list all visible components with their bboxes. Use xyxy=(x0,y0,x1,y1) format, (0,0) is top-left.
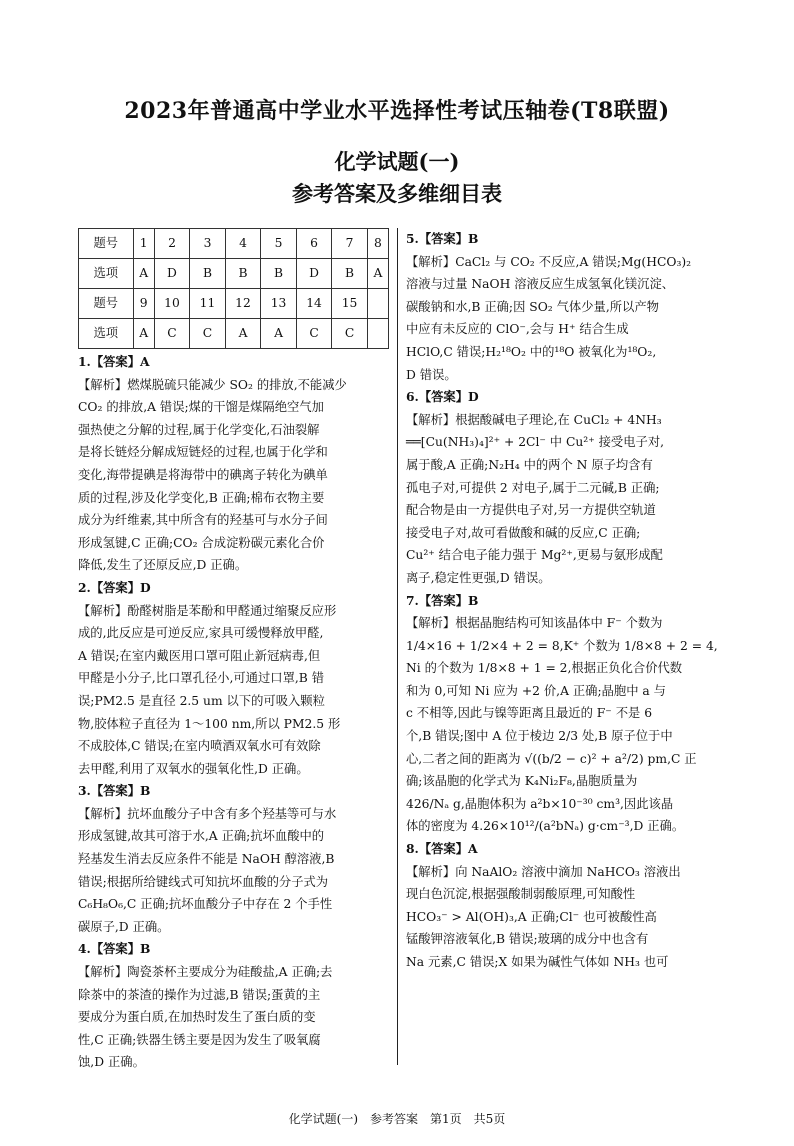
explanation-line: 碳原子,D 正确。 xyxy=(78,919,170,934)
explanation-line: Cu²⁺ 结合电子能力强于 Mg²⁺,更易与氨形成配 xyxy=(406,548,663,563)
explanation-line: 接受电子对,故可看做酸和碱的反应,C 正确; xyxy=(406,525,641,540)
answer-table-cell: 10 xyxy=(154,289,190,319)
answer-table-cell: D xyxy=(154,259,190,289)
explanation-text xyxy=(406,861,724,974)
explanation-line: A 错误;在室内戴医用口罩可阻止新冠病毒,但 xyxy=(78,648,321,663)
explanation-line: 确;该晶胞的化学式为 K₄Ni₂F₈,晶胞质量为 xyxy=(406,774,638,789)
explanation-line: 1/4×16 + 1/2×4 + 2 = 8,K⁺ 个数为 1/8×8 + 2 = 4, xyxy=(406,638,718,653)
explanation-line: 错误;根据所给键线式可知抗坏血酸的分子式为 xyxy=(78,874,329,889)
question-explanation xyxy=(78,780,390,938)
answer-table-cell: 12 xyxy=(225,289,261,319)
explanation-line: 溶液与过量 NaOH 溶液反应生成氢氧化镁沉淀、 xyxy=(406,277,675,292)
answer-table-cell: 9 xyxy=(133,289,154,319)
answer-table-header-cell: 选项 xyxy=(79,259,134,289)
explanation-line: 【解析】陶瓷茶杯主要成分为硅酸盐,A 正确;去 xyxy=(78,965,333,980)
explanation-line: 形成氢键,故其可溶于水,A 正确;抗坏血酸中的 xyxy=(78,829,325,844)
explanation-line: 【解析】根据酸碱电子理论,在 CuCl₂ + 4NH₃ xyxy=(406,412,662,427)
answer-table-row xyxy=(79,259,389,289)
explanation-line: 成分为纤维素,其中所含有的羟基可与水分子间 xyxy=(78,513,328,528)
answer-table xyxy=(78,228,389,349)
answer-table-cell: A xyxy=(225,319,261,349)
explanation-text xyxy=(78,600,390,781)
explanation-line: 不成胶体,C 错误;在室内喷酒双氧水可有效除 xyxy=(78,739,321,754)
answer-table-cell: 13 xyxy=(261,289,297,319)
answer-table-cell: 14 xyxy=(296,289,332,319)
explanation-line: 426/Nₐ g,晶胞体积为 a²b×10⁻³⁰ cm³,因此该晶 xyxy=(406,796,674,811)
explanation-line: Na 元素,C 错误;X 如果为碱性气体如 NH₃ 也可 xyxy=(406,955,669,969)
answer-table-row xyxy=(79,319,389,349)
answer-line: 2.【答案】D xyxy=(78,579,151,595)
explanation-line: 【解析】根据晶胞结构可知该晶体中 F⁻ 个数为 xyxy=(406,616,663,631)
answer-table-cell: C xyxy=(332,319,368,349)
answer-table-cell: A xyxy=(261,319,297,349)
exam-title: 2023年普通高中学业水平选择性考试压轴卷(T8联盟) xyxy=(124,98,670,124)
answer-table-cell: 6 xyxy=(296,229,332,259)
answer-line: 3.【答案】B xyxy=(78,783,151,799)
explanation-line: 【解析】向 NaAlO₂ 溶液中滴加 NaHCO₃ 溶液出 xyxy=(406,864,681,879)
explanation-line: 【解析】抗坏血酸分子中含有多个羟基等可与水 xyxy=(78,806,337,821)
explanation-line: 【解析】燃煤脱硫只能减少 SO₂ 的排放,不能减少 xyxy=(78,377,347,392)
answer-table-cell: C xyxy=(154,319,190,349)
explanation-line: c 不相等,因此与镍等距离且最近的 F⁻ 不是 6 xyxy=(406,706,653,721)
explanation-line: 蚀,D 正确。 xyxy=(78,1055,145,1070)
explanation-line: Ni 的个数为 1/8×8 + 1 = 2,根据正负化合价代数 xyxy=(406,661,683,676)
answer-table-cell: A xyxy=(367,259,388,289)
explanation-line: 变化,海带提碘是将海带中的碘离子转化为碘单 xyxy=(78,467,328,482)
answer-table-cell: 7 xyxy=(332,229,368,259)
explanation-line: 误;PM2.5 是直径 2.5 um 以下的可吸入颗粒 xyxy=(78,693,325,708)
explanation-line: 现白色沉淀,根据强酸制弱酸原理,可知酸性 xyxy=(406,887,636,902)
question-explanation xyxy=(406,386,724,589)
explanation-line: HClO,C 错误;H₂¹⁸O₂ 中的¹⁸O 被氧化为¹⁸O₂, xyxy=(406,344,657,359)
explanation-text xyxy=(78,961,390,1074)
answer-table-header-cell: 选项 xyxy=(79,319,134,349)
answer-table-cell: A xyxy=(133,259,154,289)
explanation-line: 降低,发生了还原反应,D 正确。 xyxy=(78,558,248,573)
answer-table-cell: B xyxy=(190,259,226,289)
explanation-line: 离子,稳定性更强,D 错误。 xyxy=(406,570,551,585)
question-explanation xyxy=(78,938,390,1074)
left-column xyxy=(78,228,390,1074)
right-column xyxy=(406,228,724,974)
answer-table-cell xyxy=(367,319,388,349)
explanation-line: 和为 0,可知 Ni 应为 +2 价,A 正确;晶胞中 a 与 xyxy=(406,683,666,698)
explanation-line: 性,C 正确;铁器生锈主要是因为发生了吸氧腐 xyxy=(78,1032,321,1047)
column-divider xyxy=(397,228,398,1065)
answer-table-cell: 15 xyxy=(332,289,368,319)
explanation-line: 羟基发生消去反应条件不能是 NaOH 醇溶液,B xyxy=(78,852,335,867)
explanation-text xyxy=(406,409,724,590)
answer-line: 5.【答案】B xyxy=(406,231,479,246)
explanation-text xyxy=(406,251,724,387)
question-explanation xyxy=(406,590,724,839)
answer-table-cell: 4 xyxy=(225,229,261,259)
explanation-text xyxy=(406,612,724,838)
explanation-line: 去甲醛,利用了双氧水的强氧化性,D 正确。 xyxy=(78,761,309,776)
answer-table-cell: 11 xyxy=(190,289,226,319)
explanation-line: 成的,此反应是可逆反应,家具可缓慢释放甲醛, xyxy=(78,626,324,641)
explanation-line: 物,胶体粒子直径为 1～100 nm,所以 PM2.5 形 xyxy=(78,716,341,731)
explanation-line: 锰酸钾溶液氧化,B 错误;玻璃的成分中也含有 xyxy=(406,932,649,947)
explanation-line: 个,B 错误;图中 A 位于棱边 2/3 处,B 原子位于中 xyxy=(406,729,673,744)
answer-key-subtitle: 参考答案及多维细目表 xyxy=(292,181,502,206)
explanation-text xyxy=(78,374,390,577)
question-explanation xyxy=(78,577,390,780)
subject-title: 化学试题(一) xyxy=(334,149,460,174)
answer-table-row xyxy=(79,229,389,259)
answer-line: 1.【答案】A xyxy=(78,354,150,369)
answer-table-cell xyxy=(367,289,388,319)
explanation-line: 形成氢键,C 正确;CO₂ 合成淀粉碳元素化合价 xyxy=(78,535,325,550)
explanation-line: 甲醛是小分子,比口罩孔径小,可通过口罩,B 错 xyxy=(78,671,325,686)
explanation-text xyxy=(78,803,390,939)
answer-table-cell: B xyxy=(261,259,297,289)
explanation-line: 强热使之分解的过程,属于化学变化,石油裂解 xyxy=(78,422,320,437)
explanation-line: 除茶中的茶渣的操作为过滤,B 错误;蛋黄的主 xyxy=(78,987,321,1002)
answer-table-row xyxy=(79,289,389,319)
explanation-line: 属于酸,A 正确;N₂H₄ 中的两个 N 原子均含有 xyxy=(406,457,653,472)
answer-table-cell: 8 xyxy=(367,229,388,259)
answer-table-cell: 2 xyxy=(154,229,190,259)
explanation-line: ══[Cu(NH₃)₄]²⁺ + 2Cl⁻ 中 Cu²⁺ 接受电子对, xyxy=(406,435,665,450)
answer-line: 8.【答案】A xyxy=(406,841,478,857)
answer-line: 6.【答案】D xyxy=(406,389,479,405)
answer-table-cell: 3 xyxy=(190,229,226,259)
answer-table-cell: B xyxy=(332,259,368,289)
explanation-line: 体的密度为 4.26×10¹²/(a²bNₐ) g·cm⁻³,D 正确。 xyxy=(406,819,685,834)
explanation-line: 【解析】酚醛树脂是苯酚和甲醛通过缩聚反应形 xyxy=(78,603,337,618)
answer-line: 7.【答案】B xyxy=(406,592,479,608)
explanation-line: 中应有未反应的 ClO⁻,会与 H⁺ 结合生成 xyxy=(406,322,629,337)
question-explanation xyxy=(406,228,724,386)
explanation-line: D 错误。 xyxy=(406,367,457,382)
answer-table-cell: D xyxy=(296,259,332,289)
explanation-line: 心,二者之间的距离为 √((b/2 − c)² + a²/2) pm,C 正 xyxy=(406,751,697,766)
answer-table-header-cell: 题号 xyxy=(79,229,134,259)
answer-table-cell: A xyxy=(133,319,154,349)
explanation-line: 孤电子对,可提供 2 对电子,属于二元碱,B 正确; xyxy=(406,480,660,495)
answer-table-cell: 5 xyxy=(261,229,297,259)
answer-table-cell: C xyxy=(296,319,332,349)
question-explanation xyxy=(406,838,724,974)
question-explanation xyxy=(78,351,390,577)
explanation-line: 碳酸钠和水,B 正确;因 SO₂ 气体少量,所以产物 xyxy=(406,299,659,314)
explanation-line: 配合物是由一方提供电子对,另一方提供空轨道 xyxy=(406,503,656,518)
explanation-line: 是将长链烃分解成短链烃的过程,也属于化学和 xyxy=(78,445,328,460)
answer-table-cell: B xyxy=(225,259,261,289)
answer-table-cell: 1 xyxy=(133,229,154,259)
explanation-line: CO₂ 的排放,A 错误;煤的干馏是煤隔绝空气加 xyxy=(78,400,324,415)
page-footer: 化学试题(一) 参考答案 第1页 共5页 xyxy=(288,1112,506,1126)
explanation-line: C₆H₈O₆,C 正确;抗坏血酸分子中存在 2 个手性 xyxy=(78,897,333,912)
answer-table-cell: C xyxy=(190,319,226,349)
answer-line: 4.【答案】B xyxy=(78,941,151,957)
explanation-line: 质的过程,涉及化学变化,B 正确;棉布衣物主要 xyxy=(78,490,325,505)
explanation-line: 【解析】CaCl₂ 与 CO₂ 不反应,A 错误;Mg(HCO₃)₂ xyxy=(406,254,692,269)
explanation-line: 要成分为蛋白质,在加热时发生了蛋白质的变 xyxy=(78,1010,316,1025)
explanation-line: HCO₃⁻ > Al(OH)₃,A 正确;Cl⁻ 也可被酸性高 xyxy=(406,909,657,924)
answer-table-header-cell: 题号 xyxy=(79,289,134,319)
